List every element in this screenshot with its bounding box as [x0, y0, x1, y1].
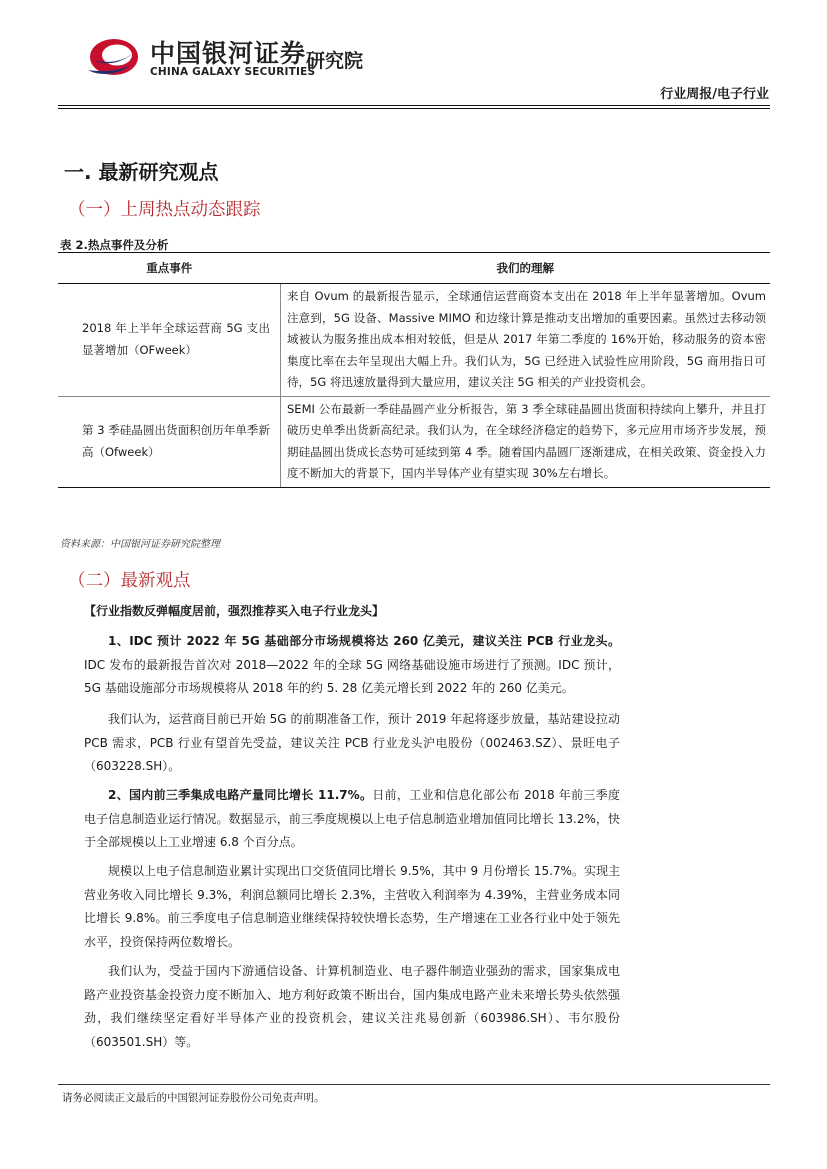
paragraph-pcb: 我们认为，运营商目前已开始 5G 的前期准备工作，预计 2019 年起将逐步放量，基站建设拉动 PCB 需求，PCB 行业有望首先受益，建议关注 PCB 行业龙头沪电股份（002463.SZ）、景旺电子（603228.SH）。 [84, 712, 620, 773]
column-header-event: 重点事件 [58, 253, 281, 284]
paragraph-idc [84, 630, 620, 701]
brand-name-cn: 中国银河证券 [150, 39, 307, 68]
table-source: 资料来源：中国银河证券研究院整理 [60, 539, 220, 550]
paragraph-electronics-stats: 规模以上电子信息制造业累计实现出口交货值同比增长 9.5%，其中 9 月份增长 15.7%。实现主营业务收入同比增长 9.3%，利润总额同比增长 2.3%，主营收入利润率为 4.39%，主营业务成本同比增长 9.8%。前三季度电子信息制造业继续保持较快增长态势，生产增速在工业各行业中处于领先水平，投资保持两位数增长。 [84, 864, 620, 949]
lead-statement: 【行业指数反弹幅度居前，强烈推荐买入电子行业龙头】 [84, 604, 385, 618]
hot-events-table [58, 252, 770, 488]
header-rule [58, 105, 770, 106]
table-row [58, 284, 770, 397]
brand-institute: 研究院 [306, 50, 364, 72]
footer-rule [58, 1084, 770, 1085]
document-type: 行业周报/电子行业 [660, 87, 769, 102]
footer-disclaimer: 请务必阅读正文最后的中国银河证券股份公司免责声明。 [62, 1092, 325, 1104]
paragraph-semiconductor: 我们认为，受益于国内下游通信设备、计算机制造业、电子器件制造业强劲的需求，国家集成电路产业投资基金投资力度不断加入、地方利好政策不断出台，国内集成电路产业未来增长势头依然强劲，我们继续坚定看好半导体产业的投资机会，建议关注兆易创新（603986.SH）、韦尔股份（603501.SH）等。 [84, 964, 620, 1049]
paragraph-ic-text: 日前，工业和信息化部公布 2018 年前三季度电子信息制造业运行情况。数据显示，前三季度规模以上电子信息制造业增加值同比增长 13.2%，快于全部规模以上工业增速 6.8 个百分点。 [84, 788, 620, 849]
table-row [58, 396, 770, 487]
header-rule-thin [58, 108, 770, 109]
paragraph-ic-heading: 2、国内前三季集成电路产量同比增长 11.7%。 [108, 788, 373, 802]
table-caption: 表 2.热点事件及分析 [60, 238, 169, 252]
event-cell: 2018 年上半年全球运营商 5G 支出显著增加（OFweek） [58, 284, 281, 397]
table-header-row [58, 253, 770, 284]
subsection-title-latest-views: （二）最新观点 [68, 571, 191, 591]
galaxy-logo-icon [84, 36, 140, 82]
column-header-analysis: 我们的理解 [281, 253, 771, 284]
analysis-cell: 来自 Ovum 的最新报告显示，全球通信运营商资本支出在 2018 年上半年显著增加。Ovum 注意到，5G 设备、Massive MIMO 和边缘计算是推动支出增加的重要因素。虽然过去移动领域被认为服务推出成本相对较低，但是从 2017 年第二季度的 16%开始，移动服务的资本密集度比率在去年呈现出大幅上升。我们认为，5G 已经进入试验性应用阶段，5G 商用指日可待，5G 将迅速放量得到大量应用，建议关注 5G 相关的产业投资机会。 [281, 284, 771, 397]
analysis-cell: SEMI 公布最新一季硅晶圆产业分析报告，第 3 季全球硅晶圆出货面积持续向上攀升，并且打破历史单季出货新高纪录。我们认为，在全球经济稳定的趋势下，多元应用市场齐步发展，预期硅晶圆出货成长态势可延续到第 4 季。随着国内晶圆厂逐渐建成，在相关政策、资金投入力度不断加大的背景下，国内半导体产业有望实现 30%左右增长。 [281, 396, 771, 487]
paragraph-ic [84, 784, 620, 855]
brand-name-en: CHINA GALAXY SECURITIES [150, 66, 316, 78]
section-title: 一. 最新研究观点 [64, 160, 219, 184]
paragraph-idc-text: IDC 发布的最新报告首次对 2018—2022 年的全球 5G 网络基础设施市场进行了预测。IDC 预计，5G 基础设施部分市场规模将从 2018 年的约 5. 28 亿美元增长到 2022 年的 260 亿美元。 [84, 657, 620, 695]
event-cell: 第 3 季硅晶圆出货面积创历年单季新高（Ofweek） [58, 396, 281, 487]
subsection-title-hot-events: （一）上周热点动态跟踪 [68, 200, 261, 220]
paragraph-idc-heading: 1、IDC 预计 2022 年 5G 基础部分市场规模将达 260 亿美元，建议关注 PCB 行业龙头。 [108, 634, 620, 648]
